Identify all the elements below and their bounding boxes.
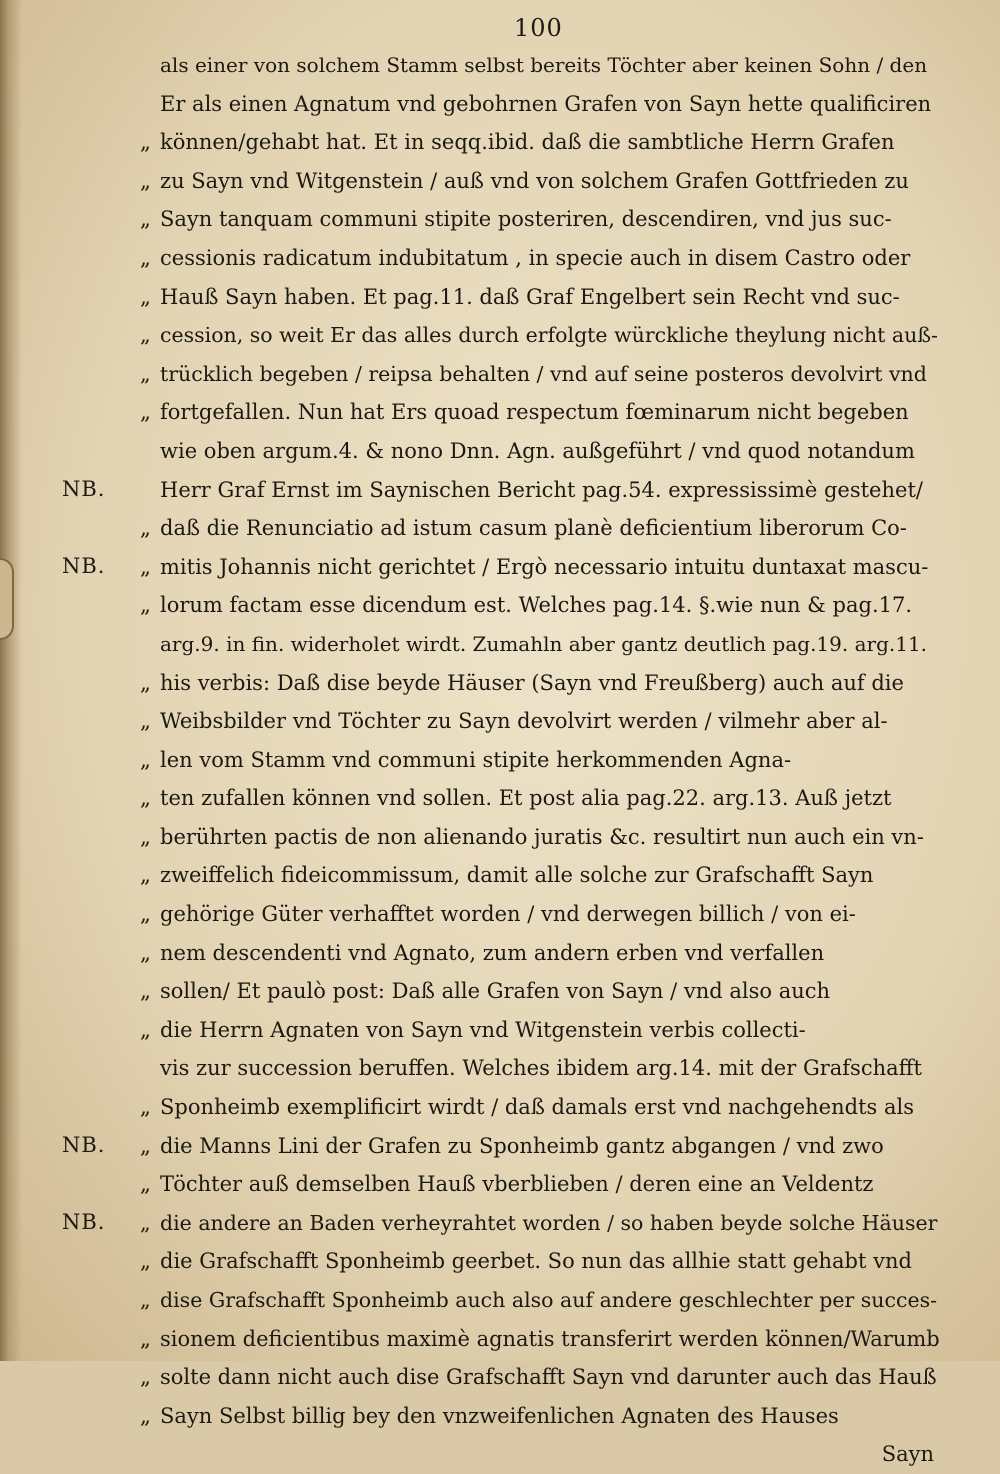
text-line bbox=[140, 278, 940, 317]
quote-mark: „ bbox=[140, 863, 151, 888]
quote-mark: „ bbox=[140, 400, 151, 425]
quote-mark: „ bbox=[140, 323, 151, 348]
quote-mark: „ bbox=[140, 1249, 151, 1274]
line-text: als einer von solchem Stamm selbst bereits Töchter aber keinen Sohn / den bbox=[160, 53, 928, 77]
quote-mark: „ bbox=[140, 1326, 151, 1351]
text-line bbox=[140, 1281, 940, 1320]
line-text: die Herrn Agnaten von Sayn vnd Witgenstein verbis collecti- bbox=[160, 1017, 806, 1042]
text-line bbox=[140, 1397, 940, 1436]
line-text: nem descendenti vnd Agnato, zum andern erben vnd verfallen bbox=[160, 940, 825, 965]
text-line bbox=[140, 85, 940, 124]
text-line bbox=[140, 586, 940, 625]
text-line bbox=[140, 1165, 940, 1204]
nota-bene-mark: NB. bbox=[62, 553, 106, 578]
text-line bbox=[140, 46, 940, 85]
line-text: Hauß Sayn haben. Et pag.11. daß Graf Engelbert sein Recht vnd suc- bbox=[160, 284, 900, 309]
body-text bbox=[140, 46, 940, 1474]
quote-mark: „ bbox=[140, 593, 151, 618]
line-text: solte dann nicht auch dise Grafschafft Sayn vnd darunter auch das Hauß bbox=[160, 1365, 937, 1390]
quote-mark: „ bbox=[140, 1210, 151, 1235]
text-line bbox=[140, 741, 940, 780]
quote-mark: „ bbox=[140, 245, 151, 270]
line-text: len vom Stamm vnd communi stipite herkommenden Agna- bbox=[160, 747, 792, 772]
text-line bbox=[140, 972, 940, 1011]
line-text: Herr Graf Ernst im Saynischen Bericht pag.54. expressissimè gestehet/ bbox=[160, 477, 923, 502]
text-line bbox=[140, 548, 940, 587]
text-line bbox=[140, 432, 940, 471]
quote-mark: „ bbox=[140, 670, 151, 695]
text-line bbox=[140, 1088, 940, 1127]
quote-mark: „ bbox=[140, 902, 151, 927]
page-number: 100 bbox=[514, 14, 563, 42]
line-text: zweiffelich fideicommissum, damit alle solche zur Grafschafft Sayn bbox=[160, 863, 874, 888]
text-line bbox=[140, 1049, 940, 1088]
quote-mark: „ bbox=[140, 1133, 151, 1158]
text-line bbox=[140, 1204, 940, 1243]
line-text: wie oben argum.4. & nono Dnn. Agn. außgeführt / vnd quod notandum bbox=[160, 438, 915, 463]
line-text: die Grafschafft Sponheimb geerbet. So nun das allhie statt gehabt vnd bbox=[160, 1249, 912, 1274]
line-text: cessionis radicatum indubitatum , in specie auch in disem Castro oder bbox=[160, 245, 911, 270]
text-line bbox=[140, 393, 940, 432]
binding-shadow bbox=[0, 0, 22, 1361]
line-text: lorum factam esse dicendum est. Welches pag.14. §.wie nun & pag.17. bbox=[160, 593, 913, 618]
text-line bbox=[140, 200, 940, 239]
line-text: his verbis: Daß dise beyde Häuser (Sayn vnd Freußberg) auch auf die bbox=[160, 670, 904, 695]
line-text: ten zufallen können vnd sollen. Et post alia pag.22. arg.13. Auß jetzt bbox=[160, 786, 892, 811]
quote-mark: „ bbox=[140, 168, 151, 193]
line-text: cession, so weit Er das alles durch erfolgte würckliche theylung nicht auß- bbox=[160, 323, 938, 348]
text-line bbox=[140, 509, 940, 548]
line-text: berührten pactis de non alienando juratis &c. resultirt nun auch ein vn- bbox=[160, 824, 924, 849]
line-text: Er als einen Agnatum vnd gebohrnen Grafen von Sayn hette qualificiren bbox=[160, 91, 932, 116]
quote-mark: „ bbox=[140, 1288, 151, 1312]
text-line bbox=[140, 934, 940, 973]
text-line bbox=[140, 664, 940, 703]
line-text: sionem deficientibus maximè agnatis transferirt werden können/Warumb bbox=[160, 1326, 940, 1351]
text-line bbox=[140, 895, 940, 934]
quote-mark: „ bbox=[140, 747, 151, 772]
quote-mark: „ bbox=[140, 979, 151, 1004]
line-text: die Manns Lini der Grafen zu Sponheimb gantz abgangen / vnd zwo bbox=[160, 1133, 884, 1158]
text-line bbox=[140, 1358, 940, 1397]
quote-mark: „ bbox=[140, 940, 151, 965]
nota-bene-mark: NB. bbox=[62, 476, 106, 501]
text-line bbox=[140, 625, 940, 664]
text-line bbox=[140, 856, 940, 895]
text-line bbox=[140, 818, 940, 857]
quote-mark: „ bbox=[140, 207, 151, 232]
line-text: dise Grafschafft Sponheimb auch also auf andere geschlechter per succes- bbox=[160, 1288, 938, 1312]
line-text: die andere an Baden verheyrahtet worden / so haben beyde solche Häuser bbox=[160, 1210, 938, 1235]
line-text: sollen/ Et paulò post: Daß alle Grafen von Sayn / vnd also auch bbox=[160, 979, 831, 1004]
quote-mark: „ bbox=[140, 1403, 151, 1428]
line-text: können/gehabt hat. Et in seqq.ibid. daß die sambtliche Herrn Grafen bbox=[160, 130, 895, 155]
line-text: trücklich begeben / reipsa behalten / vnd auf seine posteros devolvirt vnd bbox=[160, 361, 927, 386]
quote-mark: „ bbox=[140, 130, 151, 155]
text-line bbox=[140, 1011, 940, 1050]
line-text: Sayn Selbst billig bey den vnzweifenlichen Agnaten des Hauses bbox=[160, 1403, 839, 1428]
nota-bene-mark: NB. bbox=[62, 1210, 106, 1234]
quote-mark: „ bbox=[140, 516, 151, 541]
text-line bbox=[140, 1320, 940, 1359]
quote-mark: „ bbox=[140, 284, 151, 309]
quote-mark: „ bbox=[140, 1017, 151, 1042]
line-text: arg.9. in fin. widerholet wirdt. Zumahln aber gantz deutlich pag.19. arg.11. bbox=[160, 631, 928, 656]
text-line bbox=[140, 355, 940, 394]
quote-mark: „ bbox=[140, 709, 151, 734]
page-edge-tab bbox=[0, 558, 14, 640]
nota-bene-mark: NB. bbox=[62, 1132, 106, 1157]
line-text: zu Sayn vnd Witgenstein / auß vnd von solchem Grafen Gottfrieden zu bbox=[160, 168, 909, 193]
text-line bbox=[140, 162, 940, 201]
line-text: gehörige Güter verhafftet worden / vnd derwegen billich / von ei- bbox=[160, 902, 856, 927]
text-line bbox=[140, 123, 940, 162]
quote-mark: „ bbox=[140, 361, 151, 386]
line-text: Sayn tanquam communi stipite posteriren, descendiren, vnd jus suc- bbox=[160, 207, 892, 232]
quote-mark: „ bbox=[140, 1095, 151, 1120]
text-line bbox=[140, 1127, 940, 1166]
text-line bbox=[140, 316, 940, 355]
text-line bbox=[140, 702, 940, 741]
quote-mark: „ bbox=[140, 786, 151, 811]
text-line bbox=[140, 779, 940, 818]
line-text: mitis Johannis nicht gerichtet / Ergò necessario intuitu duntaxat mascu- bbox=[160, 554, 929, 579]
line-text: daß die Renunciatio ad istum casum planè deficientium liberorum Co- bbox=[160, 516, 907, 541]
line-text: fortgefallen. Nun hat Ers quoad respectum fœminarum nicht begeben bbox=[160, 400, 909, 425]
text-line bbox=[140, 471, 940, 510]
line-text: Sponheimb exemplificirt wirdt / daß damals erst vnd nachgehendts als bbox=[160, 1095, 914, 1120]
line-text: Töchter auß demselben Hauß vberblieben / deren eine an Veldentz bbox=[160, 1172, 874, 1197]
quote-mark: „ bbox=[140, 554, 151, 579]
line-text: vis zur succession beruffen. Welches ibidem arg.14. mit der Grafschafft bbox=[160, 1056, 922, 1081]
catchword: Sayn bbox=[881, 1442, 934, 1467]
quote-mark: „ bbox=[140, 1365, 151, 1390]
quote-mark: „ bbox=[140, 1172, 151, 1197]
line-text: Weibsbilder vnd Töchter zu Sayn devolvirt werden / vilmehr aber al- bbox=[160, 709, 888, 734]
text-line bbox=[140, 1242, 940, 1281]
quote-mark: „ bbox=[140, 824, 151, 849]
text-line bbox=[140, 239, 940, 278]
